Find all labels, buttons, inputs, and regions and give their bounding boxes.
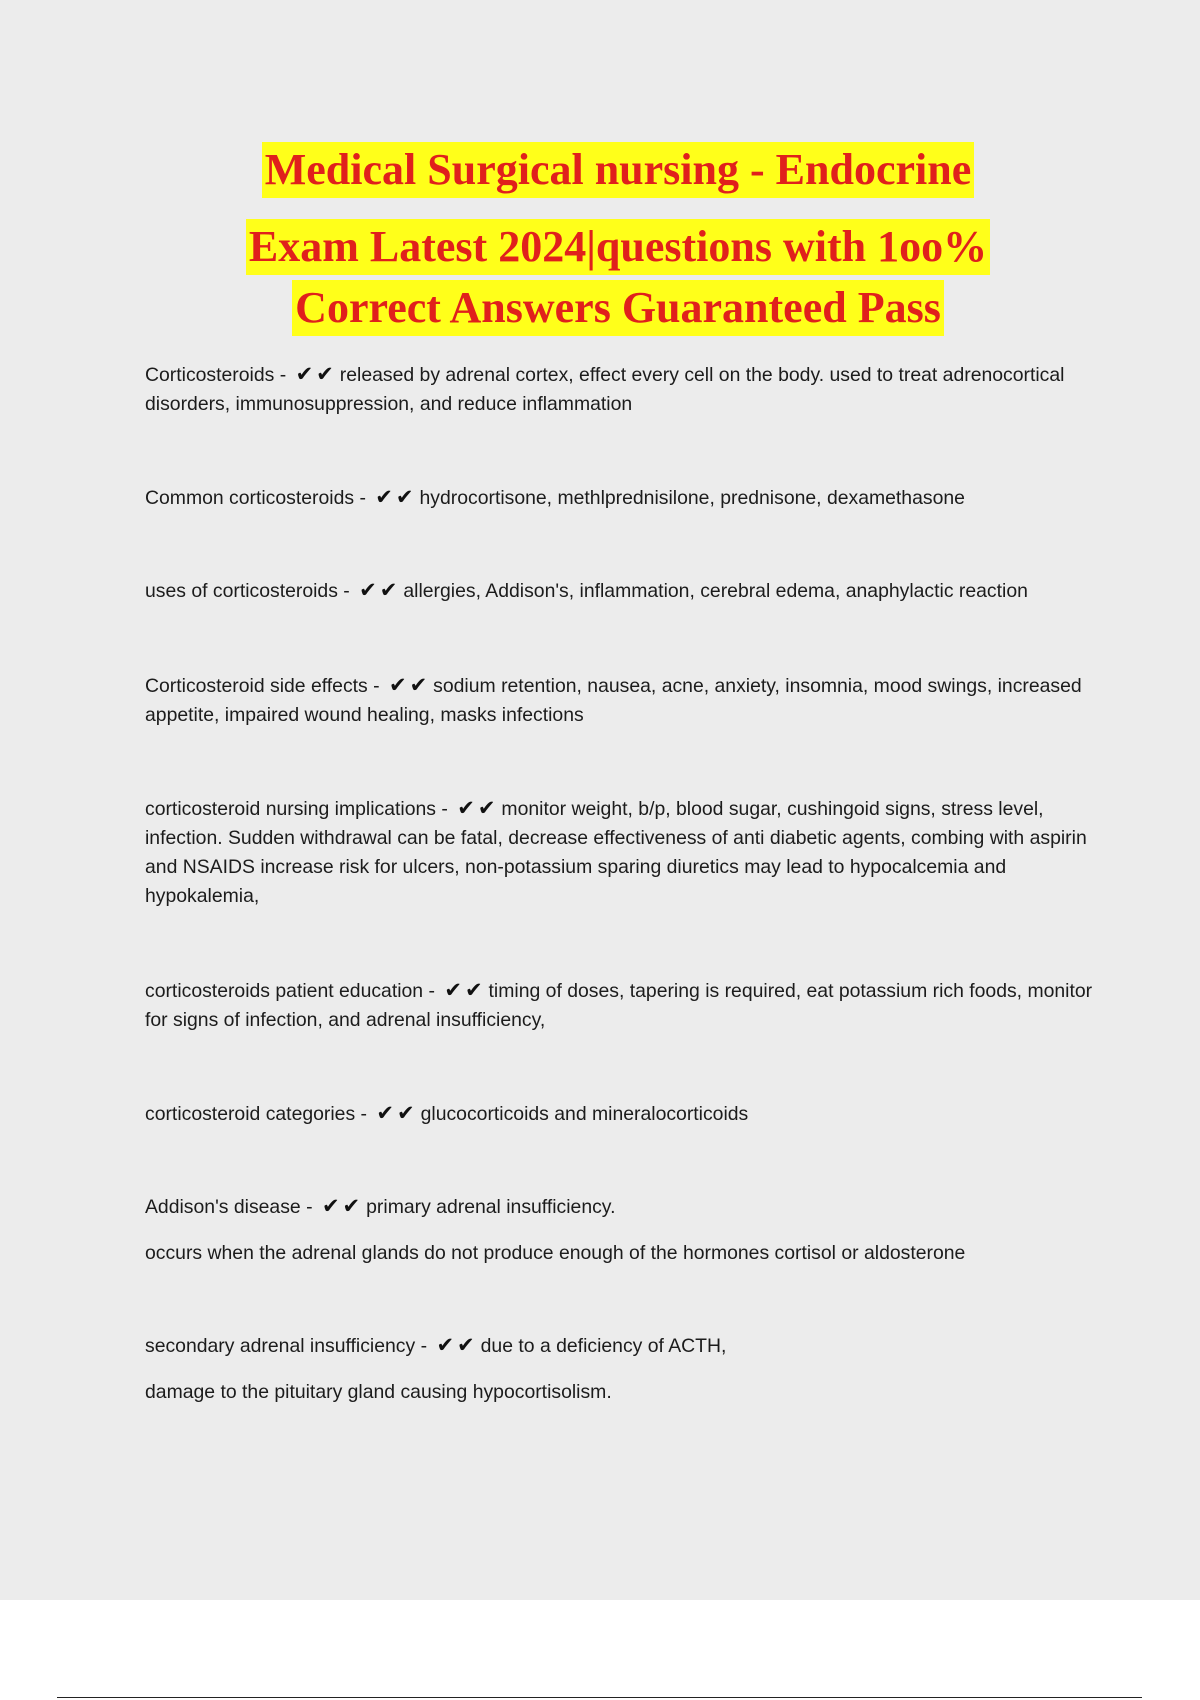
qa-answer-continued: damage to the pituitary gland causing hypocortisolism. bbox=[145, 1381, 612, 1403]
qa-term: corticosteroid nursing implications - bbox=[145, 798, 454, 820]
qa-term: secondary adrenal insufficiency - bbox=[145, 1335, 433, 1357]
qa-item-secondary-adrenal-insufficiency bbox=[145, 1331, 1095, 1407]
title-line-3: Correct Answers Guaranteed Pass bbox=[292, 280, 944, 336]
double-check-icon: ✔✔ bbox=[295, 363, 337, 386]
qa-item-categories bbox=[145, 1099, 1095, 1129]
qa-item-corticosteroids bbox=[145, 360, 1095, 419]
double-check-icon: ✔✔ bbox=[388, 674, 431, 697]
qa-term: Common corticosteroids - bbox=[145, 487, 372, 509]
qa-term: Corticosteroids - bbox=[145, 364, 292, 386]
qa-term: corticosteroids patient education - bbox=[145, 980, 441, 1002]
qa-item-uses bbox=[145, 576, 1095, 606]
double-check-icon: ✔✔ bbox=[376, 1102, 418, 1125]
title-line-1: Medical Surgical nursing - Endocrine bbox=[262, 142, 974, 198]
qa-item-patient-education bbox=[145, 976, 1095, 1035]
qa-answer: allergies, Addison's, inflammation, cerebral edema, anaphylactic reaction bbox=[403, 580, 1028, 602]
qa-answer: hydrocortisone, methlprednisilone, prednisone, dexamethasone bbox=[419, 487, 965, 509]
qa-answer: released by adrenal cortex, effect every cell on the body. used to treat adrenocortical disorders, immunosuppression, and reduce inflammation bbox=[145, 364, 1065, 415]
footer-divider bbox=[57, 1697, 1142, 1698]
qa-term: Corticosteroid side effects - bbox=[145, 675, 385, 697]
qa-answer: sodium retention, nausea, acne, anxiety, insomnia, mood swings, increased appetite, impaired wound healing, masks infections bbox=[145, 675, 1082, 726]
qa-term: Addison's disease - bbox=[145, 1196, 318, 1218]
qa-answer: monitor weight, b/p, blood sugar, cushingoid signs, stress level, infection. Sudden withdrawal can be fatal, decrease effectiveness of anti diabetic agents, combing with aspirin and NSAIDS increase risk for ulcers, non-potassium sparing diuretics may lead to hypocalcemia and hypokalemia, bbox=[145, 798, 1087, 907]
qa-answer: timing of doses, tapering is required, eat potassium rich foods, monitor for signs of infection, and adrenal insufficiency, bbox=[145, 980, 1093, 1031]
qa-term: uses of corticosteroids - bbox=[145, 580, 356, 602]
qa-answer: glucocorticoids and mineralocorticoids bbox=[420, 1103, 749, 1125]
double-check-icon: ✔✔ bbox=[375, 486, 417, 509]
qa-item-side-effects bbox=[145, 671, 1095, 730]
double-check-icon: ✔✔ bbox=[359, 579, 401, 602]
qa-term: corticosteroid categories - bbox=[145, 1103, 373, 1125]
qa-item-common-corticosteroids bbox=[145, 483, 1095, 513]
title-line-2: Exam Latest 2024|questions with 1oo% bbox=[246, 219, 990, 275]
qa-item-addisons-disease bbox=[145, 1192, 1095, 1268]
double-check-icon: ✔✔ bbox=[436, 1334, 478, 1357]
page-title bbox=[0, 142, 1200, 341]
qa-answer-continued: occurs when the adrenal glands do not produce enough of the hormones cortisol or aldosterone bbox=[145, 1242, 966, 1264]
double-check-icon: ✔✔ bbox=[457, 797, 499, 820]
qa-item-nursing-implications bbox=[145, 794, 1095, 911]
qa-answer: due to a deficiency of ACTH, bbox=[480, 1335, 727, 1357]
double-check-icon: ✔✔ bbox=[444, 979, 486, 1002]
double-check-icon: ✔✔ bbox=[321, 1195, 364, 1218]
qa-answer: primary adrenal insufficiency. bbox=[366, 1196, 616, 1218]
